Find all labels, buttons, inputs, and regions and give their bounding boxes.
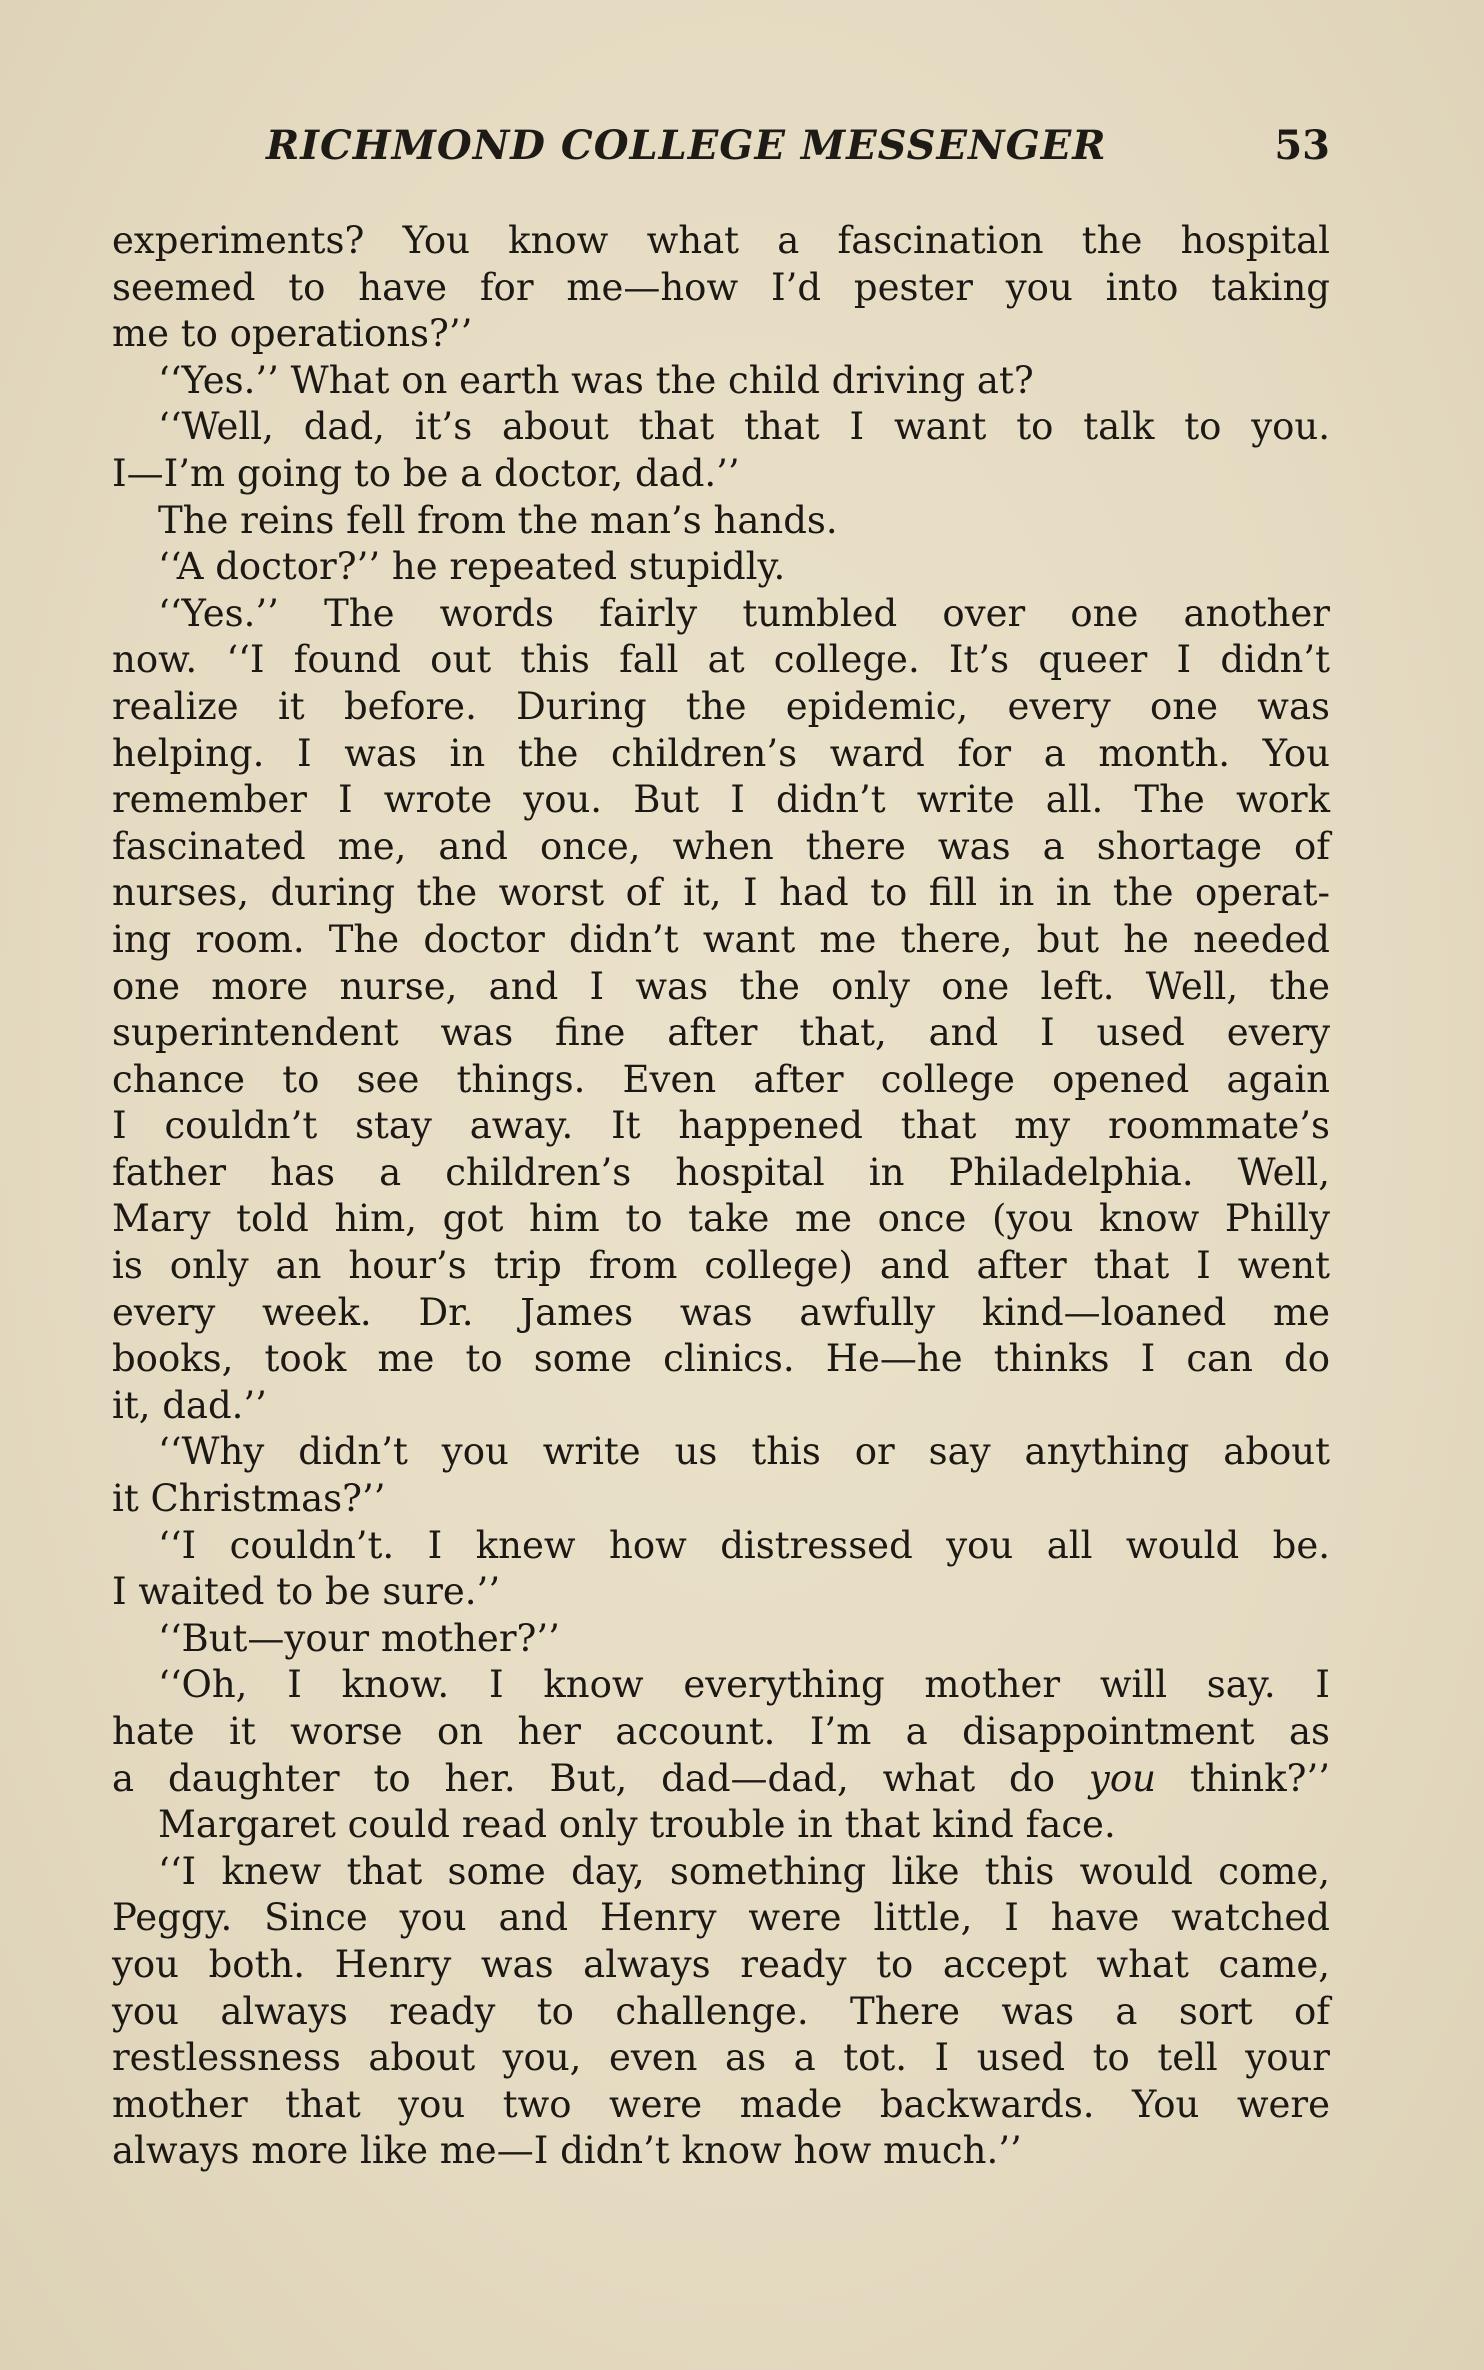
text-line <box>112 1383 1330 1430</box>
line-text: you always ready to challenge. There was a sort of <box>112 1989 1330 2033</box>
text-line <box>112 451 1330 498</box>
line-text: mother that you two were made backwards. You were <box>112 2082 1330 2126</box>
text-line <box>112 824 1330 871</box>
line-text: me to operations?’’ <box>112 312 473 356</box>
text-line <box>112 1057 1330 1104</box>
text-line <box>112 1616 1330 1663</box>
line-text: father has a children’s hospital in Philadelphia. Well, <box>112 1150 1330 1194</box>
text-line <box>112 498 1330 545</box>
text-line <box>112 2128 1330 2175</box>
text-line <box>112 731 1330 778</box>
text-line <box>112 964 1330 1011</box>
body-text <box>112 218 1330 2175</box>
text-line <box>112 265 1330 312</box>
line-text: nurses, during the worst of it, I had to fill in in the operat- <box>112 871 1330 915</box>
line-text: I couldn’t stay away. It happened that my roommate’s <box>112 1104 1330 1148</box>
line-text: ‘‘I couldn’t. I knew how distressed you all would be. <box>158 1523 1330 1567</box>
line-text: ‘‘Well, dad, it’s about that that I want to talk to you. <box>158 405 1330 449</box>
text-line <box>112 1196 1330 1243</box>
text-line <box>112 1290 1330 1337</box>
line-text: experiments? You know what a fascination the hospital <box>112 219 1330 262</box>
line-text-after: think?’’ <box>1155 1756 1331 1800</box>
line-text: superintendent was fine after that, and I used every <box>112 1011 1330 1055</box>
line-text: one more nurse, and I was the only one left. Well, the <box>112 964 1330 1008</box>
line-text: The reins fell from the man’s hands. <box>158 498 838 542</box>
line-text: Margaret could read only trouble in that kind face. <box>158 1803 1116 1847</box>
line-text: remember I wrote you. But I didn’t write all. The work <box>112 778 1330 822</box>
line-text: ‘‘But—your mother?’’ <box>158 1616 560 1660</box>
line-text: restlessness about you, even as a tot. I used to tell your <box>112 2036 1330 2080</box>
line-text: now. ‘‘I found out this fall at college. It’s queer I didn’t <box>112 638 1330 682</box>
text-line <box>112 1942 1330 1989</box>
running-title: RICHMOND COLLEGE MESSENGER <box>266 122 1107 169</box>
text-line <box>112 1523 1330 1570</box>
text-line <box>112 2035 1330 2082</box>
line-text: Peggy. Since you and Henry were little, I have watched <box>112 1896 1330 1940</box>
line-text: hate it worse on her account. I’m a disappointment as <box>112 1710 1330 1753</box>
line-text: I—I’m going to be a doctor, dad.’’ <box>112 451 740 495</box>
line-text: ‘‘Yes.’’ What on earth was the child driving at? <box>158 358 1034 402</box>
text-line <box>112 311 1330 358</box>
line-text: ‘‘A doctor?’’ he repeated stupidly. <box>158 545 786 589</box>
line-text: ‘‘Yes.’’ The words fairly tumbled over one another <box>158 591 1330 635</box>
text-line <box>112 1709 1330 1756</box>
line-text: is only an hour’s trip from college) and after that I went <box>112 1244 1330 1288</box>
text-line <box>112 544 1330 591</box>
text-line <box>112 1989 1330 2036</box>
text-line <box>112 1429 1330 1476</box>
text-line <box>112 777 1330 824</box>
text-line <box>112 404 1330 451</box>
page-number: 53 <box>1274 122 1330 169</box>
emphasized-word: you <box>1088 1756 1156 1800</box>
text-line <box>112 1476 1330 1523</box>
line-text: you both. Henry was always ready to accept what came, <box>112 1942 1330 1986</box>
text-line <box>112 684 1330 731</box>
text-line <box>112 2082 1330 2129</box>
text-line <box>112 917 1330 964</box>
text-line <box>112 1010 1330 1057</box>
text-line <box>112 1103 1330 1150</box>
line-text: Mary told him, got him to take me once (you know Philly <box>112 1197 1330 1241</box>
text-line <box>112 1895 1330 1942</box>
line-text: books, took me to some clinics. He—he thinks I can do <box>112 1337 1330 1381</box>
text-line <box>112 1802 1330 1849</box>
line-text: ‘‘I knew that some day, something like this would come, <box>158 1849 1330 1893</box>
line-text: ing room. The doctor didn’t want me there, but he needed <box>112 917 1330 961</box>
text-line <box>112 591 1330 638</box>
text-line <box>112 1756 1330 1803</box>
text-line <box>112 218 1330 265</box>
text-line <box>112 1662 1330 1709</box>
text-line <box>112 358 1330 405</box>
line-text: ‘‘Why didn’t you write us this or say anything about <box>158 1430 1330 1474</box>
text-line <box>112 637 1330 684</box>
line-text: it, dad.’’ <box>112 1383 267 1427</box>
text-line <box>112 1569 1330 1616</box>
line-text: ‘‘Oh, I know. I know everything mother will say. I <box>158 1663 1330 1707</box>
line-text: I waited to be sure.’’ <box>112 1570 501 1614</box>
line-text: a daughter to her. But, dad—dad, what do <box>112 1756 1089 1800</box>
text-line <box>112 1849 1330 1896</box>
text-line <box>112 1336 1330 1383</box>
line-text: seemed to have for me—how I’d pester you into taking <box>112 265 1330 309</box>
line-text: realize it before. During the epidemic, every one was <box>112 684 1330 728</box>
page-header <box>266 122 1330 178</box>
text-line <box>112 1150 1330 1197</box>
line-text: fascinated me, and once, when there was a shortage of <box>112 824 1330 868</box>
line-text: always more like me—I didn’t know how much.’’ <box>112 2129 1022 2173</box>
line-text: helping. I was in the children’s ward for a month. You <box>112 731 1330 775</box>
line-text: every week. Dr. James was awfully kind—loaned me <box>112 1290 1330 1334</box>
line-text: chance to see things. Even after college opened again <box>112 1057 1330 1101</box>
line-text: it Christmas?’’ <box>112 1477 386 1521</box>
text-line <box>112 1243 1330 1290</box>
text-line <box>112 870 1330 917</box>
